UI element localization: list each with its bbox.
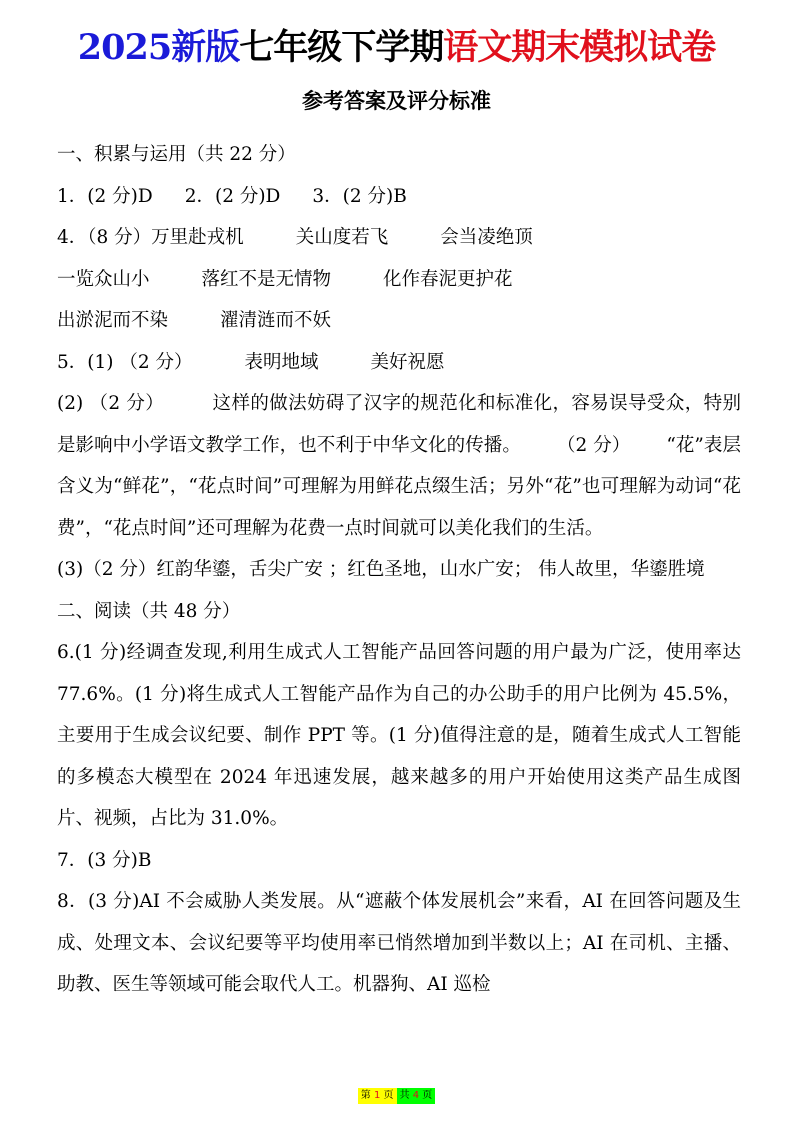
section-heading-2: 二、阅读（共 48 分） — [57, 600, 241, 622]
answer-q4-a7: 出淤泥而不染 — [57, 310, 169, 331]
answer-q6: 6.(1 分)经调查发现,利用生成式人工智能产品回答问题的用户最为广泛，使用率达 77.6%。(1 分)将生成式人工智能产品作为自己的办公助手的用户比例为 45.5%，主要用于生成会议纪要、制作 PPT 等。(1 分)值得注意的是，随着生成式人工智能的多模态大模型在 2024 年迅速发展，越来越多的用户开始使用这类产品生成图片、视频，占比为 31.0%。 — [57, 642, 741, 829]
answer-q8: 8．(3 分)AI 不会威胁人类发展。从“遮蔽个体发展机会”来看，AI 在回答问题及生成、处理文本、会议纪要等平均使用率已悄然增加到半数以上；AI 在司机、主播、助教、医生等领域可能会取代人工。机器狗、AI 巡检 — [57, 891, 741, 995]
answer-q5-2-label2: （2 分） — [556, 434, 631, 456]
answer-line-q4-c — [57, 300, 741, 342]
answer-q4-a5: 落红不是无情物 — [201, 268, 332, 290]
section-heading-1: 一、积累与运用（共 22 分） — [57, 144, 296, 165]
total-unit: 页 — [422, 1090, 433, 1101]
answer-q3: 3．(2 分)B — [312, 185, 407, 207]
page-title — [0, 26, 793, 70]
page-indicator — [358, 1088, 397, 1104]
page-number: 1 — [373, 1090, 381, 1101]
answer-q2: 2．(2 分)D — [184, 185, 281, 207]
total-prefix: 共 — [399, 1090, 410, 1101]
answer-line-q4-a — [57, 217, 741, 259]
title-year: 2025 — [77, 27, 172, 68]
answer-q5-1-a2: 美好祝愿 — [370, 351, 445, 373]
answer-q4-a8: 濯清涟而不妖 — [220, 310, 332, 331]
total-indicator — [397, 1088, 436, 1104]
answer-q4-a2: 关山度若飞 — [295, 227, 389, 248]
answer-q1: 1．(2 分)D — [57, 185, 153, 207]
page-unit: 页 — [383, 1090, 394, 1101]
title-grade: 七年级下学期 — [239, 27, 444, 68]
title-edition: 新版 — [171, 27, 240, 68]
answer-q4-label: 4．（8 分）万里赴戎机 — [57, 227, 244, 248]
answer-q5-2-text1: 这样的做法妨碍了汉字的规范化和标准化，容易误导受众，特别是影响中小学语文教学工作，也不利于中华文化的传播。 — [57, 393, 741, 456]
answer-q5-3: (3)（2 分）红韵华鎏，舌尖广安 ；红色圣地，山水广安； 伟人故里，华鎏胜境 — [57, 559, 705, 580]
answer-q5-2 — [57, 383, 741, 549]
answer-q4-a6: 化作春泥更护花 — [383, 268, 513, 290]
title-subject: 语文期末模拟试卷 — [443, 27, 716, 68]
answer-body — [57, 134, 741, 1006]
answer-q5-1-label: 5．(1) （2 分） — [57, 351, 193, 373]
total-number: 4 — [412, 1090, 420, 1101]
answer-q4-a3: 会当凌绝顶 — [440, 227, 533, 248]
page-prefix: 第 — [360, 1090, 371, 1101]
answer-q5-1-a1: 表明地域 — [244, 351, 319, 373]
answer-line-q5-1 — [57, 342, 741, 384]
answer-line-q4-b — [57, 259, 741, 301]
page-footer — [0, 1088, 793, 1104]
answer-q5-2-label: (2) （2 分） — [57, 393, 165, 414]
answer-q7: 7．(3 分)B — [57, 849, 152, 871]
answer-q4-a4: 一览众山小 — [57, 268, 150, 290]
answer-line-q1-q3 — [57, 176, 741, 218]
answer-q5-2-text2: “花”表层含义为“鲜花”，“花点时间”可理解为用鲜花点缀生活；另外“花”也可理解为动词“花费”，“花点时间”还可理解为花费一点时间就可以美化我们的生活。 — [57, 434, 741, 539]
page-subtitle: 参考答案及评分标准 — [302, 89, 491, 113]
